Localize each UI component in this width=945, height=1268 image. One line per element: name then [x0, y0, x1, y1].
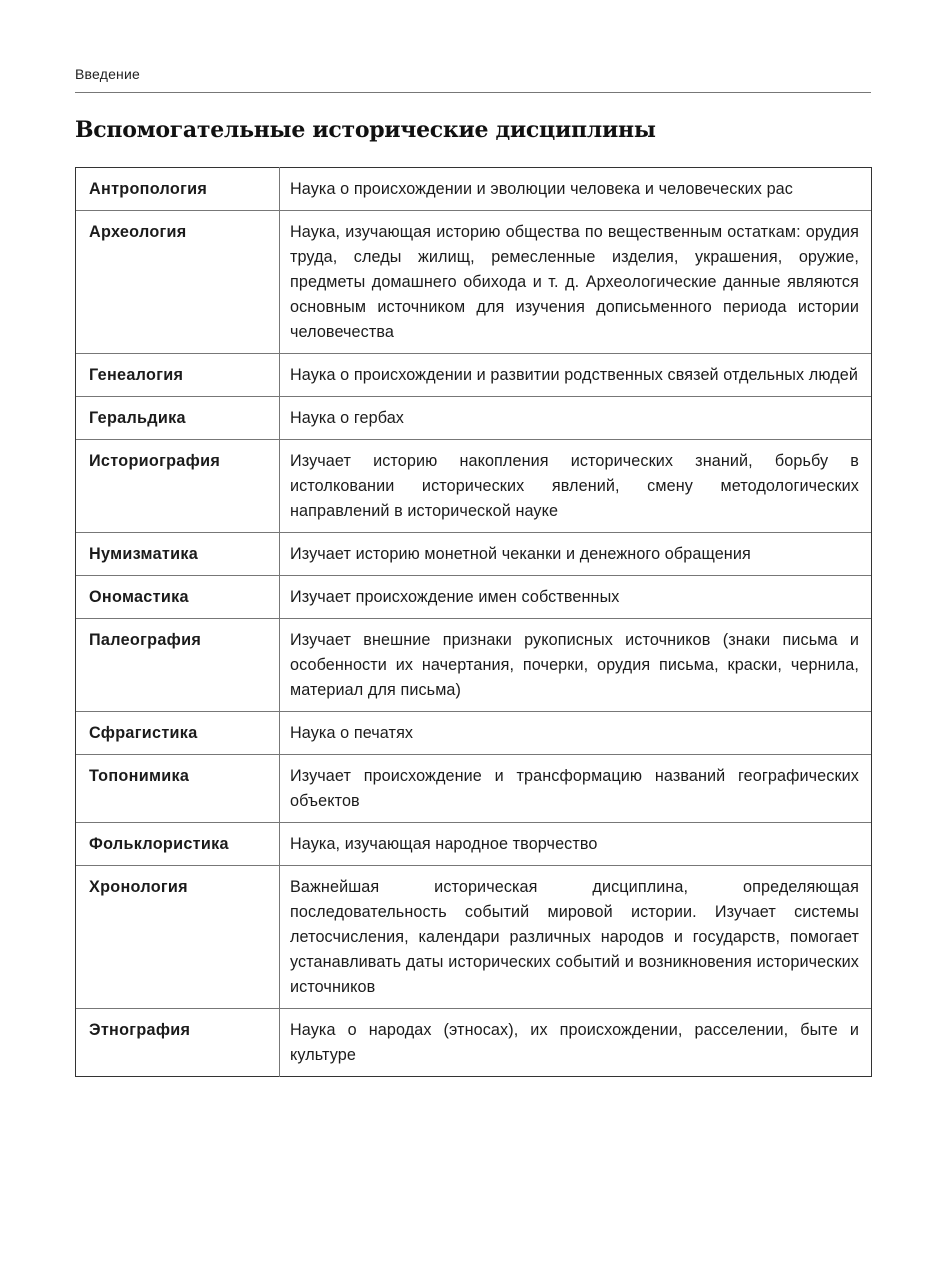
discipline-term: Фольклористика	[76, 823, 280, 866]
running-head: Введение	[75, 66, 140, 82]
page-title: Вспомогательные исторические дисциплины	[75, 117, 656, 143]
table-row	[76, 1009, 872, 1077]
discipline-definition: Наука о народах (этносах), их происхождении, расселении, быте и культуре	[280, 1009, 872, 1077]
discipline-term: Этнография	[76, 1009, 280, 1077]
discipline-term: Археология	[76, 211, 280, 354]
discipline-definition: Наука о происхождении и развитии родственных связей отдельных людей	[280, 354, 872, 397]
table-row	[76, 354, 872, 397]
discipline-definition: Изучает внешние признаки рукописных источников (знаки письма и особенности их начертания, почерки, орудия письма, краски, чернила, материал для письма)	[280, 619, 872, 712]
table-row	[76, 576, 872, 619]
discipline-definition: Изучает происхождение имен собственных	[280, 576, 872, 619]
table-row	[76, 866, 872, 1009]
discipline-definition: Наука, изучающая историю общества по вещественным остаткам: орудия труда, следы жилищ, ремесленные изделия, украшения, оружие, предметы домашнего обихода и т. д. Археологические данные являются основным источником для изучения дописьменного периода истории человечества	[280, 211, 872, 354]
table-row	[76, 712, 872, 755]
table-row	[76, 533, 872, 576]
table-row	[76, 755, 872, 823]
disciplines-table	[75, 167, 872, 1077]
discipline-term: Сфрагистика	[76, 712, 280, 755]
discipline-term: Антропология	[76, 168, 280, 211]
discipline-term: Палеография	[76, 619, 280, 712]
discipline-term: Топонимика	[76, 755, 280, 823]
discipline-definition: Изучает происхождение и трансформацию названий географических объектов	[280, 755, 872, 823]
discipline-definition: Наука о печатях	[280, 712, 872, 755]
table-row	[76, 619, 872, 712]
discipline-term: Геральдика	[76, 397, 280, 440]
header-divider	[75, 92, 871, 93]
table-row	[76, 440, 872, 533]
table-row	[76, 397, 872, 440]
discipline-definition: Изучает историю накопления исторических знаний, борьбу в истолковании исторических явлений, смену методологических направлений в исторической науке	[280, 440, 872, 533]
table-row	[76, 211, 872, 354]
table-row	[76, 168, 872, 211]
discipline-definition: Наука, изучающая народное творчество	[280, 823, 872, 866]
discipline-term: Ономастика	[76, 576, 280, 619]
discipline-definition: Важнейшая историческая дисциплина, определяющая последовательность событий мировой истории. Изучает системы летосчисления, календари различных народов и государств, помогает устанавливать даты исторических событий и возникновения исторических источников	[280, 866, 872, 1009]
discipline-term: Хронология	[76, 866, 280, 1009]
discipline-term: Историография	[76, 440, 280, 533]
discipline-definition: Изучает историю монетной чеканки и денежного обращения	[280, 533, 872, 576]
discipline-definition: Наука о гербах	[280, 397, 872, 440]
discipline-definition: Наука о происхождении и эволюции человека и человеческих рас	[280, 168, 872, 211]
discipline-term: Генеалогия	[76, 354, 280, 397]
discipline-term: Нумизматика	[76, 533, 280, 576]
table-row	[76, 823, 872, 866]
